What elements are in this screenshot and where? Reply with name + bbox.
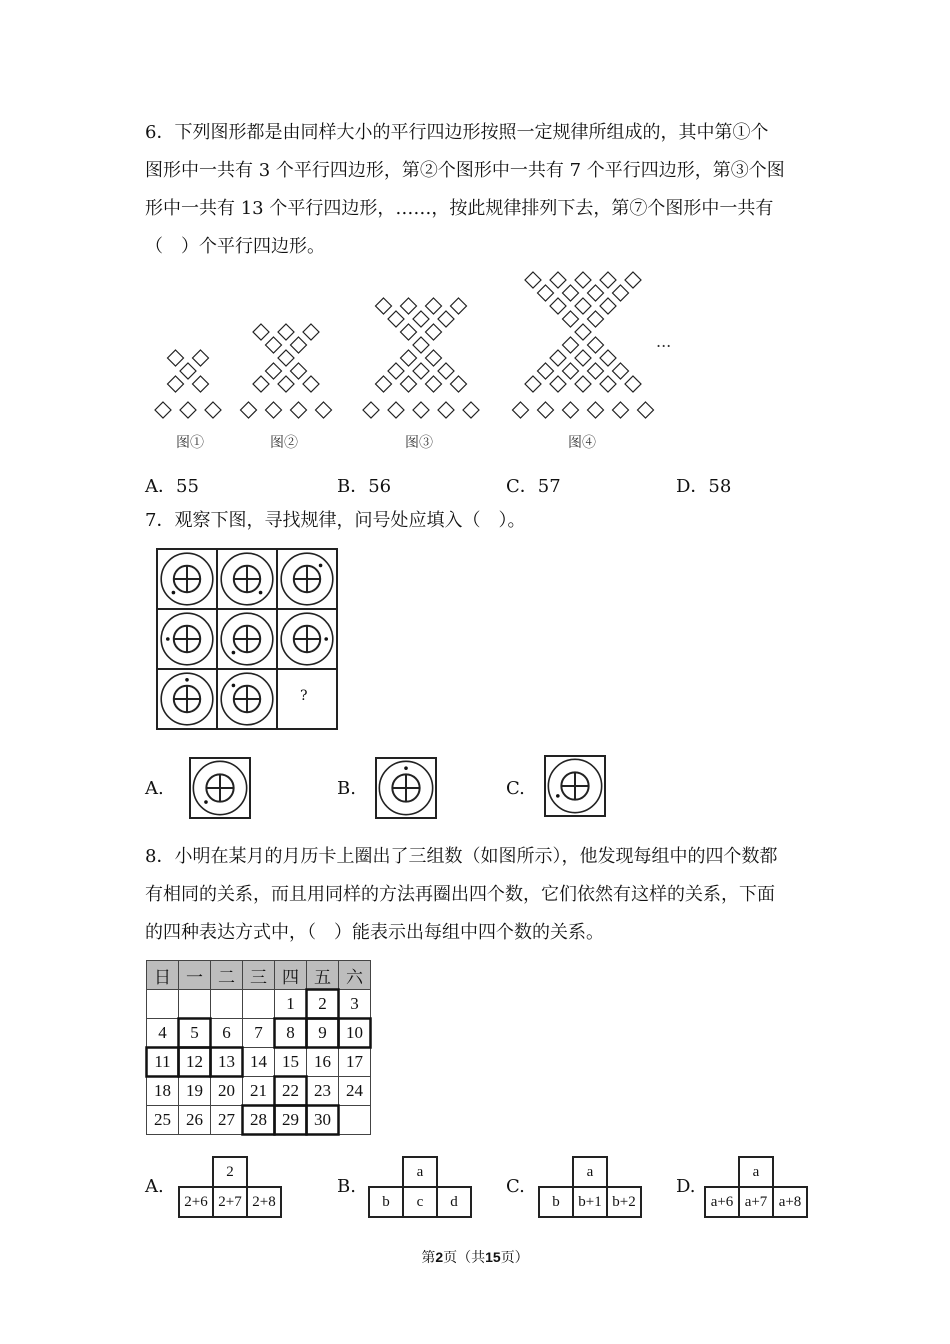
parallelogram-shape	[588, 311, 604, 327]
parallelogram-pattern-figure	[0, 0, 950, 460]
parallelogram-shape	[563, 402, 579, 418]
parallelogram-shape	[253, 324, 269, 340]
parallelogram-shape	[401, 376, 417, 392]
dot	[232, 651, 236, 655]
parallelogram-shape	[413, 402, 429, 418]
q7-option-b-label: B.	[337, 778, 356, 799]
parallelogram-shape	[426, 350, 442, 366]
dot	[259, 591, 263, 595]
figure-caption: 图③	[405, 435, 433, 451]
calendar-cell: 29	[275, 1106, 307, 1135]
calendar-cell: 21	[243, 1077, 275, 1106]
footer-text: 第	[421, 1250, 436, 1266]
parallelogram-shape	[550, 272, 566, 288]
parallelogram-shape	[401, 324, 417, 340]
weekday-header: 六	[339, 961, 371, 990]
q7-option-c[interactable]	[544, 755, 606, 817]
calendar-cell: 18	[147, 1077, 179, 1106]
weekday-header: 日	[147, 961, 179, 990]
weekday-header: 一	[179, 961, 211, 990]
parallelogram-shape	[600, 298, 616, 314]
calendar-cell: 10	[339, 1019, 371, 1048]
bottom-row	[178, 1186, 282, 1218]
q8-option-d[interactable]	[704, 1156, 808, 1218]
circled-cell	[179, 1048, 211, 1077]
weekday-header: 四	[275, 961, 307, 990]
parallelogram-shape	[513, 402, 529, 418]
calendar-cell: 5	[179, 1019, 211, 1048]
parallelogram-shape	[613, 402, 629, 418]
q8-option-d-label: D.	[676, 1176, 696, 1197]
parallelogram-shape	[180, 402, 196, 418]
q7-option-b[interactable]	[375, 757, 437, 819]
circled-cell	[179, 1019, 211, 1048]
parallelogram-shape	[600, 376, 616, 392]
parallelogram-shape	[413, 311, 429, 327]
calendar-cell: 20	[211, 1077, 243, 1106]
page-total: 15	[485, 1249, 501, 1265]
ellipsis: ...	[656, 332, 672, 351]
parallelogram-shape	[525, 376, 541, 392]
bottom-cell: b	[552, 1193, 560, 1210]
q8-option-a[interactable]	[178, 1156, 282, 1218]
calendar-cell: 23	[307, 1077, 339, 1106]
q6-line: （ ）个平行四边形。	[145, 236, 325, 257]
parallelogram-shape	[266, 337, 282, 353]
parallelogram-shape	[413, 337, 429, 353]
parallelogram-shape	[538, 285, 554, 301]
calendar-cell: 16	[307, 1048, 339, 1077]
bottom-cell: d	[436, 1188, 470, 1216]
calendar-cell: 7	[243, 1019, 275, 1048]
calendar-cell: 24	[339, 1077, 371, 1106]
parallelogram-shape	[638, 402, 654, 418]
bottom-cell: b	[382, 1193, 390, 1210]
q7-option-c-label: C.	[506, 778, 525, 799]
parallelogram-shape	[376, 376, 392, 392]
dot	[185, 678, 189, 682]
parallelogram-shape	[413, 363, 429, 379]
calendar-cell: 19	[179, 1077, 211, 1106]
circled-cell	[307, 990, 339, 1019]
parallelogram-shape	[278, 350, 294, 366]
parallelogram-shape	[438, 402, 454, 418]
figure-caption: 图①	[176, 435, 204, 451]
bottom-cell: b+1	[572, 1188, 606, 1216]
calendar-cell: 4	[147, 1019, 179, 1048]
bottom-cell: a+6	[710, 1193, 734, 1210]
calendar-cell: 25	[147, 1106, 179, 1135]
calendar-cell: 13	[211, 1048, 243, 1077]
calendar-cell: 22	[275, 1077, 307, 1106]
page-footer	[0, 1247, 950, 1267]
parallelogram-shape	[538, 363, 554, 379]
circled-cell	[339, 1019, 371, 1048]
parallelogram-shape	[525, 272, 541, 288]
q8-option-c[interactable]	[538, 1156, 642, 1218]
parallelogram-shape	[625, 272, 641, 288]
parallelogram-shape	[278, 324, 294, 340]
weekday-header: 三	[243, 961, 275, 990]
circled-cell	[275, 1077, 307, 1106]
parallelogram-shape	[180, 363, 196, 379]
parallelogram-shape	[563, 363, 579, 379]
weekday-header: 二	[211, 961, 243, 990]
parallelogram-shape	[155, 402, 171, 418]
parallelogram-shape	[588, 363, 604, 379]
option-c[interactable]: C．57	[506, 476, 561, 497]
circle-pattern-grid	[156, 548, 338, 730]
parallelogram-shape	[550, 350, 566, 366]
option-d[interactable]: D．58	[676, 476, 732, 497]
calendar-cell: 12	[179, 1048, 211, 1077]
bottom-cell: 2+6	[184, 1193, 208, 1210]
parallelogram-shape	[266, 363, 282, 379]
parallelogram-shape	[575, 298, 591, 314]
circled-cell	[147, 1048, 179, 1077]
dot	[319, 564, 323, 568]
dot	[172, 591, 176, 595]
top-cell: a	[402, 1156, 438, 1186]
q8-line: 8．小明在某月的月历卡上圈出了三组数（如图所示），他发现每组中的四个数都	[145, 846, 778, 867]
parallelogram-shape	[291, 337, 307, 353]
calendar-cell: 17	[339, 1048, 371, 1077]
q6-line: 6．下列图形都是由同样大小的平行四边形按照一定规律所组成的，其中第①个	[145, 122, 769, 143]
footer-text: 页（共	[443, 1250, 486, 1266]
question-mark: ?	[300, 688, 308, 704]
dot	[556, 794, 560, 798]
parallelogram-shape	[563, 285, 579, 301]
calendar-cell: 6	[211, 1019, 243, 1048]
calendar-cell: 8	[275, 1019, 307, 1048]
calendar-cell: 1	[275, 990, 307, 1019]
parallelogram-shape	[550, 376, 566, 392]
calendar-cell: 3	[339, 990, 371, 1019]
parallelogram-shape	[538, 402, 554, 418]
parallelogram-shape	[193, 350, 209, 366]
parallelogram-shape	[575, 376, 591, 392]
dot	[404, 766, 408, 770]
q6-line: 形中一共有 13 个平行四边形，……，按此规律排列下去，第⑦个图形中一共有	[145, 198, 774, 219]
calendar-cell: 2	[307, 990, 339, 1019]
parallelogram-shape	[266, 402, 282, 418]
top-cell: 2	[212, 1156, 248, 1186]
bottom-cell: c	[402, 1188, 436, 1216]
weekday-header: 五	[307, 961, 339, 990]
parallelogram-shape	[563, 337, 579, 353]
parallelogram-shape	[388, 311, 404, 327]
parallelogram-shape	[253, 376, 269, 392]
calendar-cell: 15	[275, 1048, 307, 1077]
parallelogram-shape	[388, 402, 404, 418]
parallelogram-shape	[575, 350, 591, 366]
parallelogram-shape	[241, 402, 257, 418]
q6-line: 图形中一共有 3 个平行四边形，第②个图形中一共有 7 个平行四边形，第③个图	[145, 160, 785, 181]
q8-option-a-label: A.	[145, 1176, 164, 1197]
top-cell: a	[738, 1156, 774, 1186]
bottom-cell: b+2	[606, 1188, 640, 1216]
circled-cell	[211, 1048, 243, 1077]
parallelogram-shape	[316, 402, 332, 418]
page-number: 2	[435, 1249, 444, 1265]
parallelogram-shape	[401, 350, 417, 366]
parallelogram-shape	[451, 298, 467, 314]
bottom-row	[538, 1186, 642, 1218]
parallelogram-shape	[613, 363, 629, 379]
parallelogram-shape	[426, 298, 442, 314]
parallelogram-shape	[388, 363, 404, 379]
circled-groups-overlay	[146, 960, 386, 1140]
parallelogram-shape	[588, 285, 604, 301]
parallelogram-shape	[451, 376, 467, 392]
option-b[interactable]: B．56	[337, 476, 392, 497]
dot	[324, 637, 328, 641]
q8-option-b[interactable]	[368, 1156, 472, 1218]
parallelogram-shape	[625, 376, 641, 392]
parallelogram-shape	[363, 402, 379, 418]
parallelogram-shape	[193, 376, 209, 392]
parallelogram-shape	[291, 402, 307, 418]
figure-caption: 图②	[270, 435, 298, 451]
dot	[204, 800, 208, 804]
parallelogram-shape	[303, 376, 319, 392]
parallelogram-shape	[588, 337, 604, 353]
q7-option-a[interactable]	[189, 757, 251, 819]
circled-cell	[307, 1019, 339, 1048]
parallelogram-shape	[303, 324, 319, 340]
parallelogram-shape	[438, 311, 454, 327]
figure-caption: 图④	[568, 435, 596, 451]
circled-cell	[243, 1106, 275, 1135]
q8-line: 有相同的关系，而且用同样的方法再圈出四个数，它们依然有这样的关系，下面	[145, 884, 775, 905]
calendar-cell: 28	[243, 1106, 275, 1135]
parallelogram-shape	[426, 324, 442, 340]
parallelogram-shape	[278, 376, 294, 392]
bottom-cell: a+7	[738, 1188, 772, 1216]
parallelogram-shape	[401, 298, 417, 314]
parallelogram-shape	[205, 402, 221, 418]
circled-cell	[275, 1106, 307, 1135]
calendar-cell: 26	[179, 1106, 211, 1135]
q8-line: 的四种表达方式中，（ ）能表示出每组中四个数的关系。	[145, 922, 604, 943]
parallelogram-shape	[376, 298, 392, 314]
parallelogram-shape	[575, 272, 591, 288]
q8-option-b-label: B.	[337, 1176, 356, 1197]
parallelogram-shape	[438, 363, 454, 379]
calendar-cell: 14	[243, 1048, 275, 1077]
calendar-cell: 30	[307, 1106, 339, 1135]
q7-text: 7．观察下图，寻找规律，问号处应填入（ ）。	[145, 510, 526, 531]
top-cell: a	[572, 1156, 608, 1186]
bottom-row	[704, 1186, 808, 1218]
parallelogram-shape	[168, 376, 184, 392]
parallelogram-shape	[291, 363, 307, 379]
bottom-cell: 2+7	[212, 1188, 246, 1216]
parallelogram-shape	[550, 298, 566, 314]
calendar-cell: 27	[211, 1106, 243, 1135]
parallelogram-shape	[600, 350, 616, 366]
parallelogram-shape	[563, 311, 579, 327]
parallelogram-shape	[588, 402, 604, 418]
calendar-cell: 9	[307, 1019, 339, 1048]
parallelogram-shape	[613, 285, 629, 301]
bottom-row	[368, 1186, 472, 1218]
q8-option-c-label: C.	[506, 1176, 525, 1197]
parallelogram-shape	[600, 272, 616, 288]
parallelogram-shape	[168, 350, 184, 366]
parallelogram-shape	[426, 376, 442, 392]
option-a[interactable]: A．55	[145, 476, 199, 497]
bottom-cell: 2+8	[246, 1188, 280, 1216]
parallelogram-shape	[575, 324, 591, 340]
dot	[232, 684, 236, 688]
q8-text	[145, 838, 777, 952]
parallelogram-shape	[463, 402, 479, 418]
circled-cell	[307, 1106, 339, 1135]
bottom-cell: a+8	[772, 1188, 806, 1216]
circled-cell	[275, 1019, 307, 1048]
calendar-cell: 11	[147, 1048, 179, 1077]
q7-option-a-label: A.	[145, 778, 164, 799]
footer-text: 页）	[500, 1250, 529, 1266]
dot	[166, 637, 170, 641]
